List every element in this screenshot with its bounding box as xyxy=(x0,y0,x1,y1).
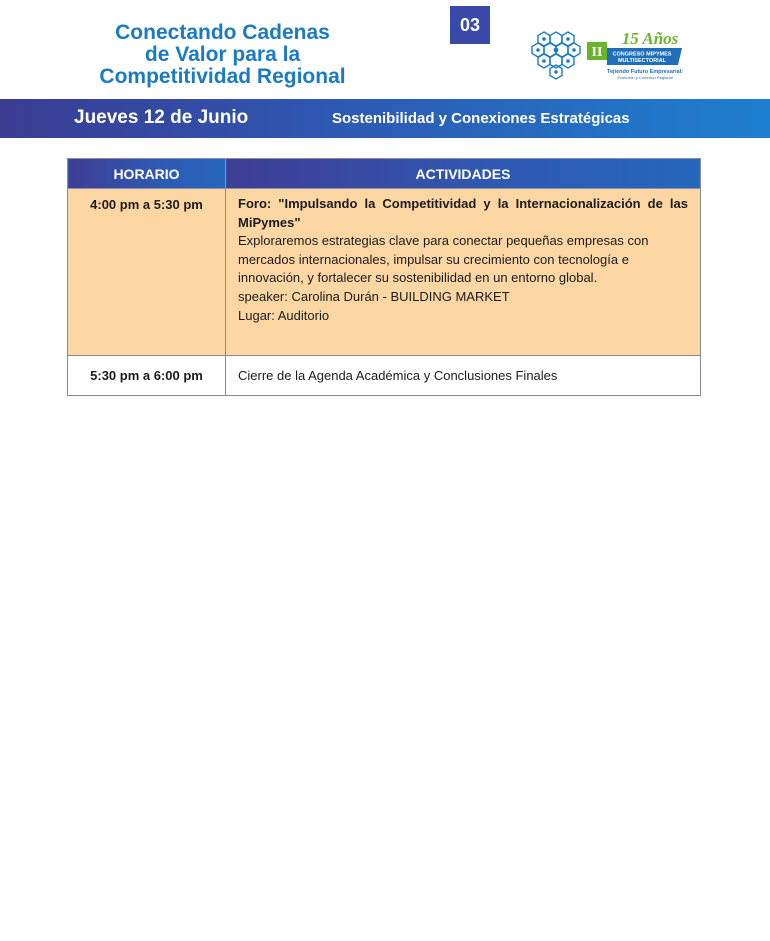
document-title xyxy=(80,22,365,88)
svg-text:Tejiendo Futuro Empresarial:: Tejiendo Futuro Empresarial: xyxy=(607,69,683,75)
date-banner xyxy=(0,99,770,138)
activity-speaker: speaker: Carolina Durán - BUILDING MARKET xyxy=(238,288,510,304)
table-row xyxy=(68,189,701,356)
title-line-2: de Valor para la xyxy=(144,43,301,66)
svg-text:II: II xyxy=(591,45,603,60)
row-time: 4:00 pm a 5:30 pm xyxy=(68,189,226,356)
event-date: Jueves 12 de Junio xyxy=(74,107,249,128)
svg-text:MULTISECTORIAL: MULTISECTORIAL xyxy=(617,58,667,64)
activity-place: Lugar: Auditorio xyxy=(238,307,330,323)
title-line-1: Conectando Cadenas xyxy=(115,21,330,44)
activity-title: Foro: "Impulsando la Competitividad y la Internacionalización de las MiPymes" xyxy=(238,196,688,230)
activity-description: Exploraremos estrategias clave para conectar pequeñas empresas con mercados internacionales, impulsar su crecimiento con tecnología e innovación, y fortalecer su sostenibilidad en un entorno global. xyxy=(238,233,649,286)
header-actividades: ACTIVIDADES xyxy=(226,159,701,189)
table-row xyxy=(68,356,701,396)
svg-text:Evolución y Conexión Regional: Evolución y Conexión Regional xyxy=(617,75,673,80)
page-number: 03 xyxy=(450,6,490,44)
congress-logo xyxy=(530,26,690,84)
header-horario: HORARIO xyxy=(68,159,226,189)
row-time: 5:30 pm a 6:00 pm xyxy=(68,356,226,396)
row-activity xyxy=(226,189,701,356)
table-header-row xyxy=(68,159,701,189)
event-topic: Sostenibilidad y Conexiones Estratégicas xyxy=(332,110,630,127)
title-line-3: Competitividad Regional xyxy=(99,65,346,88)
row-activity: Cierre de la Agenda Académica y Conclusiones Finales xyxy=(226,356,701,396)
agenda-table xyxy=(67,158,701,396)
svg-text:CONGRESO MIPYMES: CONGRESO MIPYMES xyxy=(612,51,672,58)
svg-text:15 Años: 15 Años xyxy=(621,29,679,48)
